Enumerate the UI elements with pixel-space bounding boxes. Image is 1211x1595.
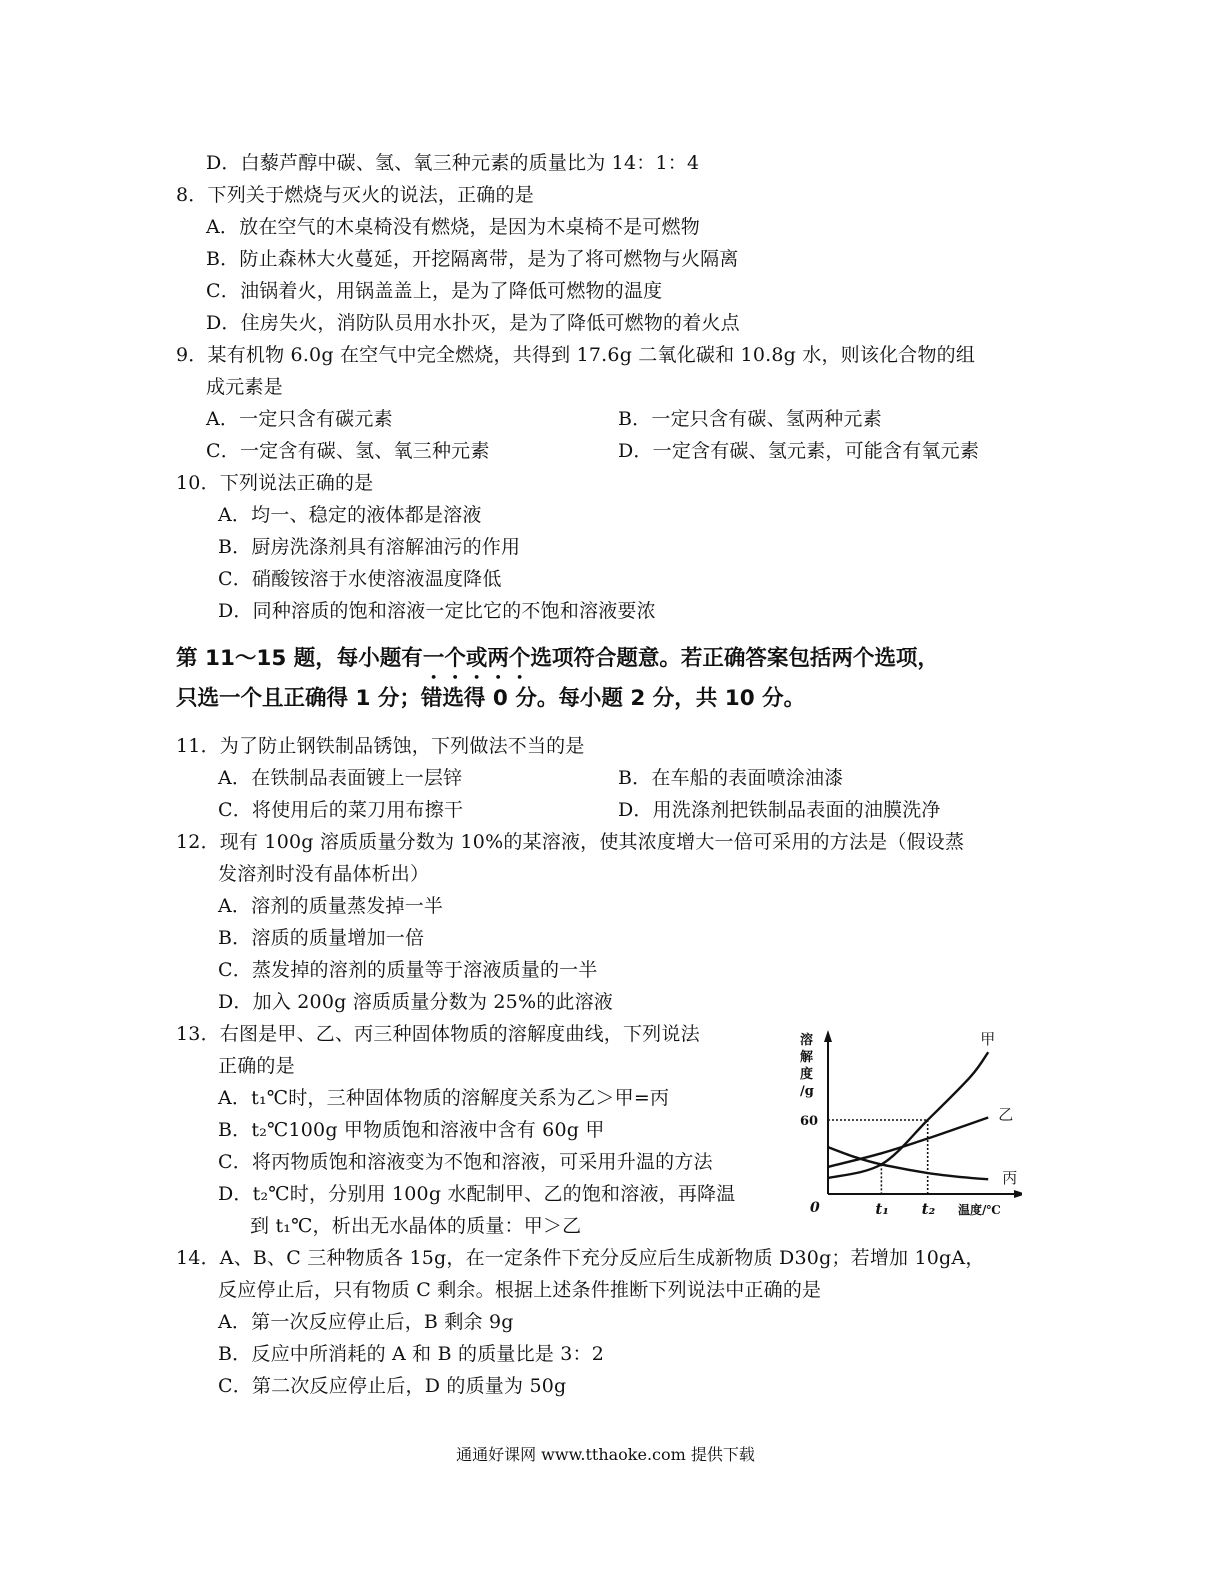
q14-stem-line1: 14．A、B、C 三种物质各 15g，在一定条件下充分反应后生成新物质 D30g；若增加 10gA， [176, 1247, 985, 1269]
q13-option-d-line1: D．t₂℃时，分别用 100g 水配制甲、乙的饱和溶液，再降温 [218, 1183, 736, 1205]
q9-option-a: A．一定只含有碳元素 [206, 408, 393, 430]
q13-option-c: C．将丙物质饱和溶液变为不饱和溶液，可采用升温的方法 [218, 1151, 713, 1173]
q10-option-b: B．厨房洗涤剂具有溶解油污的作用 [218, 536, 521, 558]
q9-stem-line2: 成元素是 [206, 376, 283, 398]
q11-stem: 11．为了防止钢铁制品锈蚀，下列做法不当的是 [176, 735, 585, 757]
q11-option-c: C．将使用后的菜刀用布擦干 [218, 799, 464, 821]
q14-option-b: B．反应中所消耗的 A 和 B 的质量比是 3：2 [218, 1343, 605, 1365]
q14-stem-line2: 反应停止后，只有物质 C 剩余。根据上述条件推断下列说法中正确的是 [218, 1279, 822, 1301]
y-axis-label-char: /g [800, 1084, 814, 1099]
q13-option-b: B．t₂℃100g 甲物质饱和溶液中含有 60g 甲 [218, 1119, 605, 1141]
q12-option-c: C．蒸发掉的溶剂的质量等于溶液质量的一半 [218, 959, 598, 981]
solubility-curve-chart [796, 1024, 1022, 1224]
q9-option-c: C．一定含有碳、氢、氧三种元素 [206, 440, 490, 462]
q13-option-a: A．t₁℃时，三种固体物质的溶解度关系为乙＞甲=丙 [218, 1087, 670, 1109]
origin-label: 0 [810, 1200, 820, 1216]
x-tick-label: t₂ [921, 1200, 936, 1218]
x-axis-label: 温度/℃ [958, 1203, 1001, 1217]
x-tick-label: t₁ [875, 1200, 889, 1218]
series-label-1: 甲 [980, 1030, 996, 1049]
y-axis-label-char: 度 [800, 1067, 814, 1082]
q9-stem-line1: 9．某有机物 6.0g 在空气中完全燃烧，共得到 17.6g 二氧化碳和 10.8g 水，则该化合物的组 [176, 344, 976, 366]
q8-option-d: D．住房失火，消防队员用水扑灭，是为了降低可燃物的着火点 [206, 312, 740, 334]
series-label-3: 丙 [1002, 1169, 1018, 1188]
q10-option-a: A．均一、稳定的液体都是溶液 [218, 504, 482, 526]
x-axis-arrow [1014, 1190, 1022, 1198]
q14-option-c: C．第二次反应停止后，D 的质量为 50g [218, 1375, 567, 1397]
chart-series [828, 1052, 988, 1179]
q8-stem: 8．下列关于燃烧与灭火的说法，正确的是 [176, 184, 534, 206]
section-heading-line2: 只选一个且正确得 1 分；错选得 0 分。每小题 2 分，共 10 分。 [176, 686, 806, 711]
emphasis-text: 一个或两个 [422, 646, 531, 671]
q12-option-d: D．加入 200g 溶质质量分数为 25%的此溶液 [218, 991, 614, 1013]
page-footer: 通通好课网 www.tthaoke.com 提供下载 [456, 1445, 755, 1464]
q8-option-a: A．放在空气的木桌椅没有燃烧，是因为木桌椅不是可燃物 [206, 216, 700, 238]
y-axis-label-char: 解 [800, 1050, 814, 1065]
chart-guide-lines [828, 1120, 928, 1194]
q12-stem-line1: 12．现有 100g 溶质质量分数为 10%的某溶液，使其浓度增大一倍可采用的方法是（假设蒸 [176, 831, 965, 853]
series-label-2: 乙 [998, 1105, 1014, 1124]
q13-option-d-line2: 到 t₁℃，析出无水晶体的质量：甲＞乙 [250, 1215, 582, 1237]
section-heading-line1: 第 11～15 题，每小题有一个或两个选项符合题意。若正确答案包括两个选项， [176, 646, 939, 671]
q13-stem-line2: 正确的是 [218, 1055, 295, 1077]
y-axis-arrow [824, 1030, 832, 1042]
q11-option-d: D．用洗涤剂把铁制品表面的油膜洗净 [618, 799, 941, 821]
y-axis-label-char: 溶 [800, 1033, 814, 1048]
q7-option-d: D．白藜芦醇中碳、氢、氧三种元素的质量比为 14：1：4 [206, 152, 700, 174]
q12-option-b: B．溶质的质量增加一倍 [218, 927, 425, 949]
q11-option-b: B．在车船的表面喷涂油漆 [618, 767, 844, 789]
q14-option-a: A．第一次反应停止后，B 剩余 9g [218, 1311, 514, 1333]
q9-option-b: B．一定只含有碳、氢两种元素 [618, 408, 882, 430]
q8-option-c: C．油锅着火，用锅盖盖上，是为了降低可燃物的温度 [206, 280, 663, 302]
q10-option-d: D．同种溶质的饱和溶液一定比它的不饱和溶液要浓 [218, 600, 656, 622]
q13-stem-line1: 13．右图是甲、乙、丙三种固体物质的溶解度曲线，下列说法 [176, 1023, 700, 1045]
q10-stem: 10．下列说法正确的是 [176, 472, 374, 494]
q11-option-a: A．在铁制品表面镀上一层锌 [218, 767, 463, 789]
q12-option-a: A．溶剂的质量蒸发掉一半 [218, 895, 444, 917]
q10-option-c: C．硝酸铵溶于水使溶液温度降低 [218, 568, 502, 590]
q12-stem-line2: 发溶剂时没有晶体析出） [218, 863, 430, 885]
q9-option-d: D．一定含有碳、氢元素，可能含有氧元素 [618, 440, 980, 462]
series-line-1 [828, 1052, 988, 1178]
y-tick-label: 60 [800, 1114, 819, 1129]
q8-option-b: B．防止森林大火蔓延，开挖隔离带，是为了将可燃物与火隔离 [206, 248, 739, 270]
